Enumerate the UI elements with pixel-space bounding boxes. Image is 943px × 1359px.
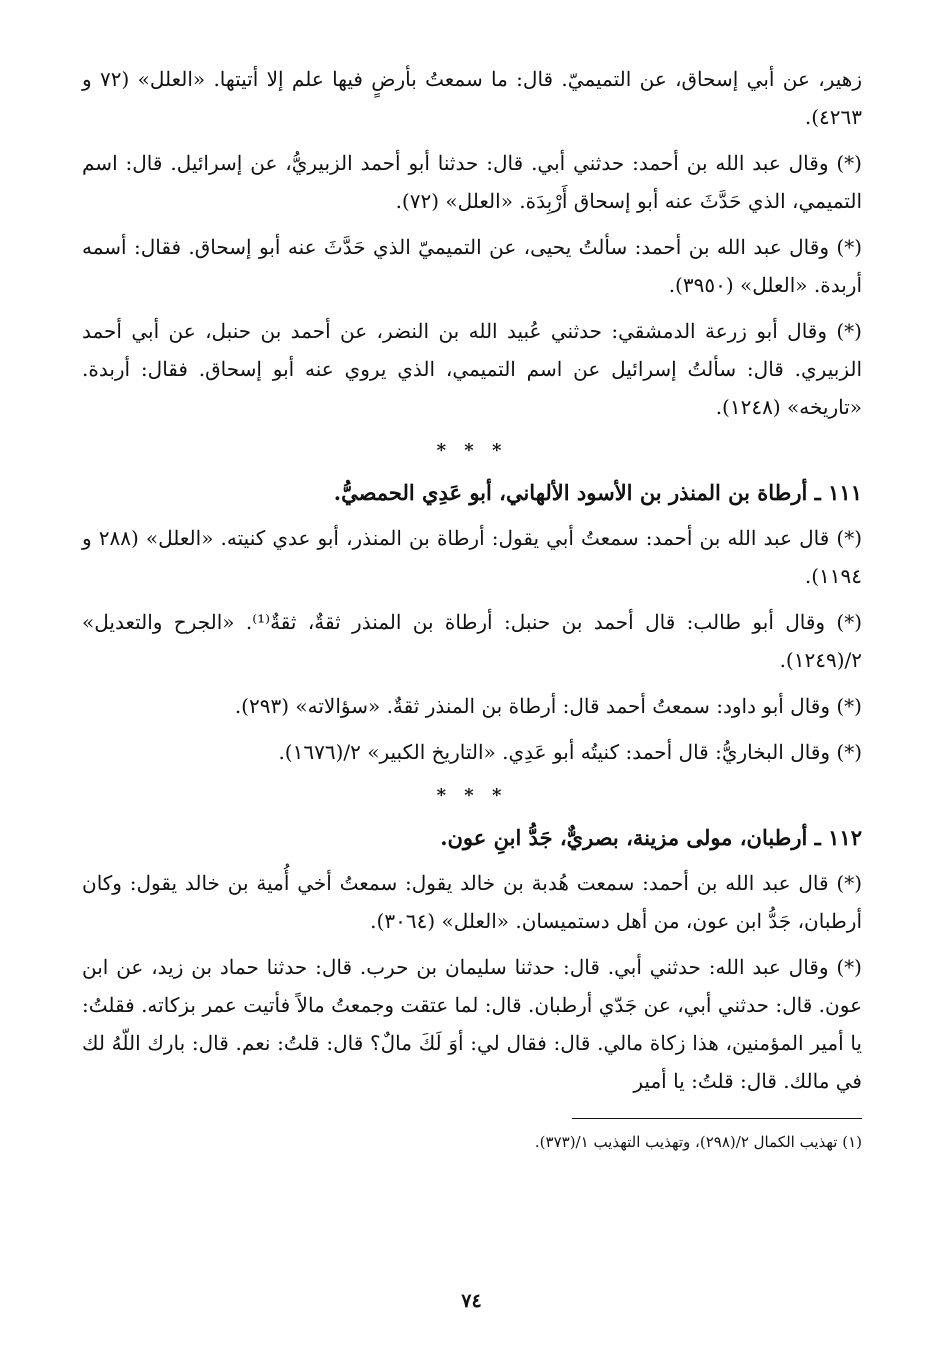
- paragraph: (*) وقال أبو داود: سمعتُ أحمد قال: أرطاة بن المنذر ثقةٌ. «سؤالاته» (٢٩٣).: [234, 694, 862, 718]
- paragraph: زهير، عن أبي إسحاق، عن التميميّ. قال: ما سمعتُ بأرضٍ فيها علم إلا أتيتها. «العلل» (٧٢ و ٤٢٦٣).: [82, 67, 862, 129]
- paragraph: (*) وقال عبد الله: حدثني أبي. قال: حدثنا سليمان بن حرب. قال: حدثنا حماد بن زيد، عن ابن عون. قال: حدثني أبي، عن جَدّي أرطبان. قال: لما عتقت وجمعتُ مالاً فأتيت عمر بزكاته. فقلتُ: يا أمير المؤمنين، هذا زكاة مالي. قال: فقال لي: أوَ لَكَ مالٌ؟ قال: قلتُ: نعم. قال: بارك اللّهُ لك في مالك. قال: قلتُ: يا أمير: [82, 955, 862, 1093]
- entry-heading: ١١١ ـ أرطاة بن المنذر بن الأسود الألهاني، أبو عَدِي الحمصيُّ.: [333, 480, 862, 505]
- page-number: ٧٤: [461, 1290, 482, 1312]
- section-separator: * * *: [436, 785, 508, 806]
- paragraph: (*) وقال أبو طالب: قال أحمد بن حنبل: أرطاة بن المنذر ثقةٌ، ثقةٌ⁽¹⁾. «الجرح والتعديل» ٢/(١٢٤٩).: [82, 610, 863, 672]
- paragraph: (*) وقال البخاريُّ: قال أحمد: كنيتُه أبو عَدِي. «التاريخ الكبير» ٢/(١٦٧٦).: [278, 740, 862, 764]
- footnote-rule: [572, 1118, 862, 1119]
- entry-heading: ١١٢ ـ أرطبان، مولى مزينة، بصريٌّ، جَدُّ ابنِ عون.: [440, 825, 862, 850]
- paragraph: (*) وقال عبد الله بن أحمد: حدثني أبي. قال: حدثنا أبو أحمد الزبيريُّ، عن إسرائيل. قال: اسم التميمي، الذي حَدَّثَ عنه أبو إسحاق أَرْبِدَة. «العلل» (٧٢).: [82, 151, 862, 213]
- document-page: [82, 60, 862, 1350]
- section-separator: * * *: [436, 440, 508, 461]
- paragraph: (*) وقال عبد الله بن أحمد: سألتُ يحيى، عن التميميّ الذي حَدَّثَ عنه أبو إسحاق. فقال: أسمه أربدة. «العلل» (٣٩٥٠).: [82, 235, 862, 297]
- paragraph: (*) قال عبد الله بن أحمد: سمعتُ أبي يقول: أرطاة بن المنذر، أبو عدي كنيته. «العلل» (٢٨٨ و ١١٩٤).: [82, 526, 862, 588]
- paragraph: (*) قال عبد الله بن أحمد: سمعت هُدبة بن خالد يقول: سمعتُ أخي أُمية بن خالد يقول: وكان أرطبان، جَدُّ ابن عون، من أهل دستميسان. «العلل» (٣٠٦٤).: [82, 871, 862, 933]
- footnote: (١) تهذيب الكمال ٢/(٢٩٨)، وتهذيب التهذيب ١/(٣٧٣).: [534, 1133, 862, 1151]
- paragraph: (*) وقال أبو زرعة الدمشقي: حدثني عُبيد الله بن النضر، عن أحمد بن حنبل، عن أبي أحمد الزبيري. قال: سألتُ إسرائيل عن اسم التميمي، الذي يروي عنه أبو إسحاق. فقال: أربدة. «تاريخه» (١٢٤٨).: [82, 319, 862, 419]
